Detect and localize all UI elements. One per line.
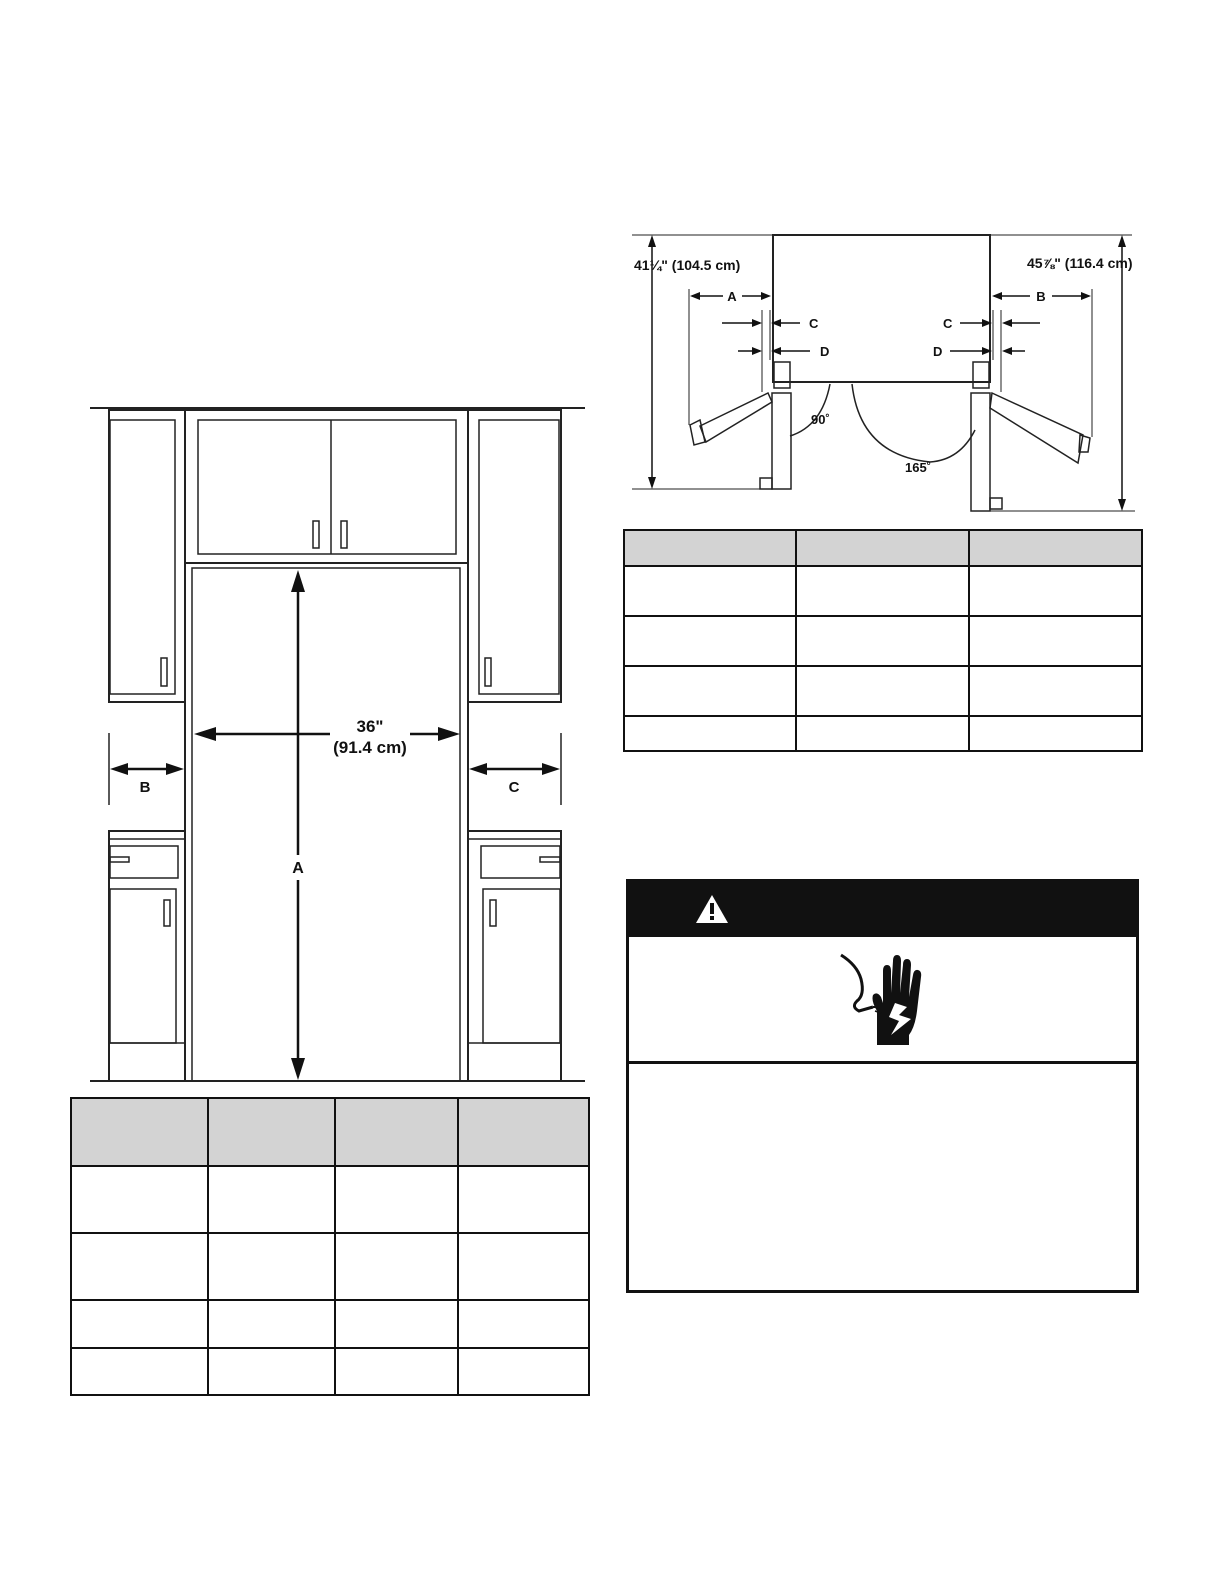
table-cell (624, 666, 796, 716)
table-cell (335, 1233, 458, 1300)
table-cell (796, 666, 969, 716)
clearance-c-right-label: C (943, 316, 953, 331)
table-cell (969, 666, 1142, 716)
width-dimension-label-metric: (91.4 cm) (333, 738, 407, 757)
table-cell (458, 1348, 589, 1395)
table-header-row (71, 1098, 589, 1166)
table-row (624, 716, 1142, 751)
table-cell (335, 1300, 458, 1348)
table-cell (208, 1166, 335, 1233)
warning-triangle-icon (695, 894, 729, 924)
door-swing-diagram (612, 220, 1152, 520)
table-cell (458, 1300, 589, 1348)
left-depth-label: 41¼" (104.5 cm) (634, 257, 741, 273)
table-row (71, 1233, 589, 1300)
table-cell (71, 1300, 208, 1348)
electrical-shock-hand-icon (837, 951, 927, 1047)
table-row (71, 1348, 589, 1395)
table-cell (71, 1166, 208, 1233)
table-cell (458, 1233, 589, 1300)
table-cell (624, 566, 796, 616)
electrical-warning-box (626, 879, 1139, 1293)
angle-165-label: 165˚ (905, 460, 932, 475)
table-cell (208, 1233, 335, 1300)
warning-icon-row (629, 937, 1136, 1064)
table-cell (335, 1166, 458, 1233)
clearance-d-left-label: D (820, 344, 830, 359)
table-cell (969, 716, 1142, 751)
angle-90-label: 90˚ (811, 412, 830, 427)
table-header-cell (969, 530, 1142, 566)
clearance-b-label: B (1036, 289, 1046, 304)
table-header-row (624, 530, 1142, 566)
table-row (71, 1166, 589, 1233)
table-row (71, 1300, 589, 1348)
table-cell (71, 1348, 208, 1395)
table-cell (796, 566, 969, 616)
cutout-dimensions-table (70, 1097, 590, 1396)
table-cell (208, 1300, 335, 1348)
table-cell (969, 566, 1142, 616)
table-cell (796, 716, 969, 751)
table-header-cell (71, 1098, 208, 1166)
cutout-dimensions-diagram (0, 0, 612, 1100)
table-header-cell (796, 530, 969, 566)
width-dimension-label: 36" (356, 717, 384, 736)
table-cell (335, 1348, 458, 1395)
door-clearance-table (623, 529, 1143, 752)
right-depth-label: 45⅞" (116.4 cm) (1027, 255, 1133, 271)
right-gap-label: C (508, 779, 520, 796)
table-row (624, 666, 1142, 716)
left-gap-label: B (139, 779, 151, 796)
table-cell (71, 1233, 208, 1300)
table-cell (796, 616, 969, 666)
clearance-c-left-label: C (809, 316, 819, 331)
height-dimension-label: A (292, 860, 304, 877)
warning-header (629, 882, 1136, 937)
table-row (624, 616, 1142, 666)
table-cell (458, 1166, 589, 1233)
clearance-d-right-label: D (933, 344, 943, 359)
table-cell (208, 1348, 335, 1395)
table-cell (969, 616, 1142, 666)
table-header-cell (624, 530, 796, 566)
table-cell (624, 616, 796, 666)
table-header-cell (458, 1098, 589, 1166)
table-header-cell (335, 1098, 458, 1166)
clearance-a-label: A (727, 289, 737, 304)
table-cell (624, 716, 796, 751)
table-row (624, 566, 1142, 616)
table-header-cell (208, 1098, 335, 1166)
